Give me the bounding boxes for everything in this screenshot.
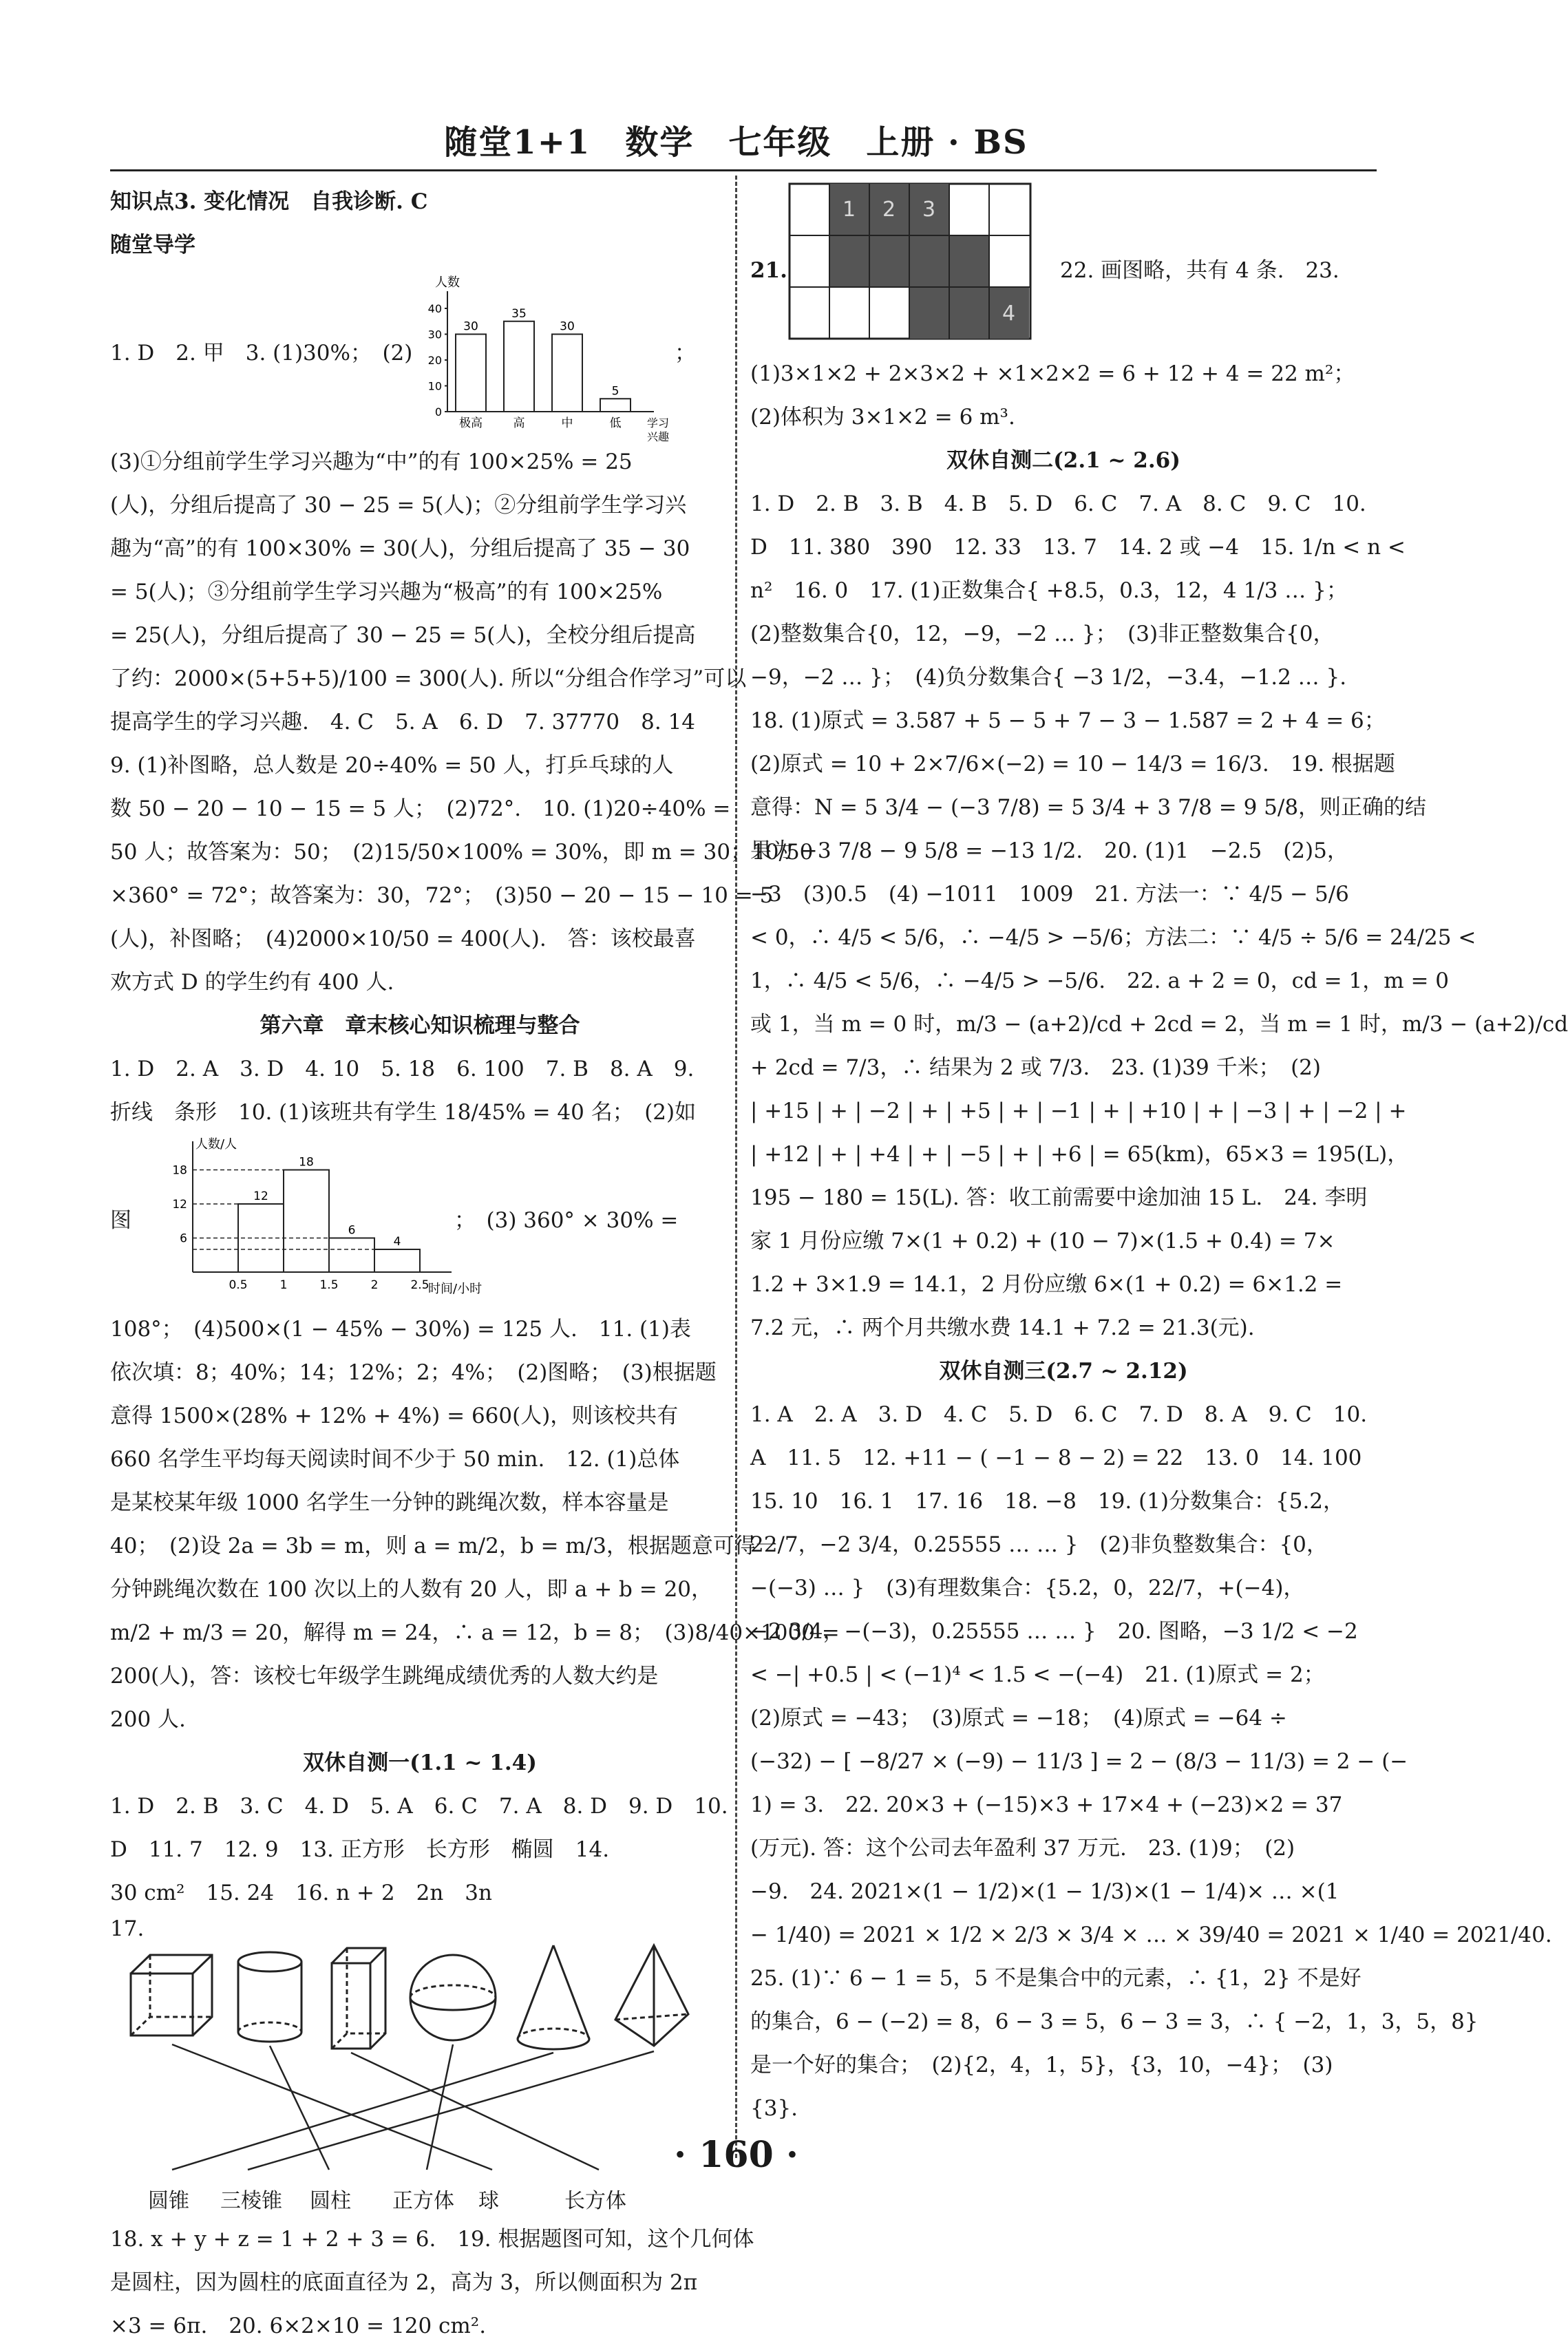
x-tick-label: 中 <box>561 416 573 430</box>
section-title: 双休自测一(1.1 ~ 1.4) <box>303 1751 537 1775</box>
solid-label: 球 <box>478 2189 499 2213</box>
x-tick-label: 0.5 <box>229 1278 248 1292</box>
answer-line: 1，∴ 4/5 < 5/6，∴ −4/5 > −5/6. 22. a + 2 = 0，cd = 1，m = 0 <box>750 969 1450 993</box>
answer-line: 图 <box>110 1208 131 1233</box>
answer-line: 22. 画图略，共有 4 条. 23. <box>1060 258 1339 283</box>
data-label: 35 <box>511 306 527 321</box>
answer-line: −2 3/4，−(−3)，0.25555 … … } 20. 图略，−3 1/2 < −2 <box>750 1619 1358 1644</box>
answer-line: 1. D 2. 甲 3. (1)30%； (2) <box>110 341 413 366</box>
answer-line: −(−3) … } (3)有理数集合：{5.2，0，22/7，+(−4)， <box>750 1576 1305 1600</box>
answer-line: (2)原式 = 10 + 2×7/6×(−2) = 10 − 14/3 = 16/3. 19. 根据题 <box>750 752 1395 776</box>
data-label: 6 <box>348 1223 356 1238</box>
answer-line: + 2cd = 7/3，∴ 结果为 2 或 7/3. 23. (1)39 千米； (2) <box>750 1055 1321 1080</box>
interest-bar-chart <box>406 267 681 441</box>
x-tick-label: 1 <box>279 1278 288 1292</box>
answer-line: 1. D 2. A 3. D 4. 10 5. 18 6. 100 7. B 8. A 9. <box>110 1057 695 1081</box>
answer-line: 15. 10 16. 1 17. 16 18. −8 19. (1)分数集合：{5.2， <box>750 1489 1345 1514</box>
answer-line: D 11. 7 12. 9 13. 正方形 长方形 椭圆 14. <box>110 1837 610 1862</box>
answer-line: 趣为“高”的有 100×30% = 30(人)，分组后提高了 35 − 30 <box>110 536 690 561</box>
y-tick-label: 6 <box>180 1231 187 1246</box>
x-tick-label: 低 <box>609 416 622 430</box>
bar <box>374 1249 420 1272</box>
answer-line: 200 人. <box>110 1707 186 1732</box>
answer-line: | +15 | + | −2 | + | +5 | + | −1 | + | +10 | + | −3 | + | −2 | + <box>750 1099 1407 1123</box>
section-title: 第六章 章末核心知识梳理与整合 <box>259 1013 580 1038</box>
answer-line: 意得：N = 5 3/4 − (−3 7/8) = 5 3/4 + 3 7/8 = 9 5/8，则正确的结 <box>750 795 1427 820</box>
question-number: 21. <box>750 258 787 283</box>
section-title: 双休自测三(2.7 ~ 2.12) <box>939 1359 1188 1384</box>
data-label: 18 <box>299 1155 314 1170</box>
answer-line: 的集合，6 − (−2) = 8，6 − 3 = 5，6 − 3 = 3，∴ { −2，1，3，5，8} <box>750 2009 1479 2034</box>
cone-shape <box>518 1945 589 2049</box>
answer-line-with-chart <box>110 1134 730 1308</box>
data-label: 5 <box>611 384 619 399</box>
cube-shape <box>131 1955 212 2035</box>
answer-line: 依次填：8；40%；14；12%；2；4%； (2)图略； (3)根据题 <box>110 1360 717 1385</box>
cell-number: 1 <box>843 198 856 222</box>
answer-line: −9，−2 … }； (4)负分数集合{ −3 1/2，−3.4，−1.2 … }. <box>750 665 1347 690</box>
bar <box>284 1170 329 1273</box>
answer-line: 欢方式 D 的学生约有 400 人. <box>110 970 394 995</box>
answer-line: ×360° = 72°；故答案为：30，72°； (3)50 − 20 − 15 − 10 = 5 <box>110 883 774 908</box>
answer-line: 200(人)，答：该校七年级学生跳绳成绩优秀的人数大约是 <box>110 1664 659 1689</box>
bar <box>600 399 631 412</box>
answer-line: 果为 −3 7/8 − 9 5/8 = −13 1/2. 20. (1)1 −2.5 (2)5， <box>750 838 1348 863</box>
solids-matching-figure <box>110 1943 730 2218</box>
time-histogram <box>151 1134 483 1308</box>
answer-line: 40； (2)设 2a = 3b = m，则 a = m/2，b = m/3，根据题意可得一 <box>110 1534 777 1558</box>
answer-line: 660 名学生平均每天阅读时间不少于 50 min. 12. (1)总体 <box>110 1447 680 1472</box>
answer-line: (人)，补图略； (4)2000×10/50 = 400(人). 答：该校最喜 <box>110 927 696 951</box>
grid-figure <box>786 180 1034 346</box>
shaded-cell <box>829 235 869 287</box>
answer-line: 折线 条形 10. (1)该班共有学生 18/45% = 40 名； (2)如 <box>110 1100 697 1125</box>
answer-line: 知识点3. 变化情况 自我诊断. C <box>110 189 428 214</box>
answer-line: = 25(人)，分组后提高了 30 − 25 = 5(人)，全校分组后提高 <box>110 623 696 648</box>
answer-line: 1. A 2. A 3. D 4. C 5. D 6. C 7. D 8. A 9. C 10. <box>750 1402 1368 1427</box>
answer-line: 17. <box>110 1916 145 1941</box>
answer-line: m/2 + m/3 = 20，解得 m = 24，∴ a = 12，b = 8； (3)8/40×1000 = <box>110 1620 840 1645</box>
pyramid-shape <box>615 1945 688 2046</box>
answer-line: 50 人；故答案为：50； (2)15/50×100% = 30%，即 m = 30；10/50 <box>110 840 814 865</box>
shaded-cell <box>909 287 949 339</box>
right-column <box>750 180 1568 2130</box>
answer-line: −9. 24. 2021×(1 − 1/2)×(1 − 1/3)×(1 − 1/4)× … ×(1 <box>750 1879 1339 1904</box>
y-tick-label: 12 <box>172 1198 187 1212</box>
shaded-cell <box>949 235 989 287</box>
solids-svg <box>110 1943 730 2218</box>
answer-line: (2)原式 = −43； (3)原式 = −18； (4)原式 = −64 ÷ <box>750 1706 1287 1731</box>
answer-line: (−32) − [ −8/27 × (−9) − 11/3 ] = 2 − (8/3 − 11/3) = 2 − (− <box>750 1749 1408 1774</box>
cylinder-shape <box>238 1952 301 2042</box>
answer-line: 1. D 2. B 3. B 4. B 5. D 6. C 7. A 8. C 9. C 10. <box>750 491 1366 516</box>
data-label: 30 <box>560 319 575 334</box>
answer-line: (万元). 答：这个公司去年盈利 37 万元. 23. (1)9； (2) <box>750 1836 1295 1861</box>
data-label: 4 <box>393 1235 401 1249</box>
answer-line: < 0，∴ 4/5 < 5/6，∴ −4/5 > −5/6；方法二：∵ 4/5 ÷ 5/6 = 24/25 < <box>750 925 1476 950</box>
bar <box>329 1238 374 1273</box>
answer-line: 提高学生的学习兴趣. 4. C 5. A 6. D 7. 37770 8. 14 <box>110 710 696 734</box>
answer-line: (1)3×1×2 + 2×3×2 + ×1×2×2 = 6 + 12 + 4 = 22 m²； <box>750 361 1355 386</box>
answer-line-with-chart <box>110 267 730 441</box>
answer-line: < −| +0.5 | < (−1)⁴ < 1.5 < −(−4) 21. (1)原式 = 2； <box>750 1662 1325 1687</box>
cell-number: 2 <box>882 198 896 222</box>
answer-line: 是某校某年级 1000 名学生一分钟的跳绳次数，样本容量是 <box>110 1490 669 1515</box>
answer-line: −3 (3)0.5 (4) −1011 1009 21. 方法一：∵ 4/5 − 5/6 <box>750 882 1349 907</box>
solid-label: 圆柱 <box>310 2189 351 2213</box>
answer-line: 1. D 2. B 3. C 4. D 5. A 6. C 7. A 8. D 9. D 10. <box>110 1794 728 1819</box>
shaded-cell <box>909 235 949 287</box>
sphere-shape <box>410 1955 496 2040</box>
section-title: 双休自测二(2.1 ~ 2.6) <box>946 448 1180 473</box>
answer-line: 30 cm² 15. 24 16. n + 2 2n 3n <box>110 1881 492 1905</box>
data-label: 30 <box>463 319 478 334</box>
header-rule <box>110 169 1377 171</box>
answer-line: ×3 = 6π. 20. 6×2×10 = 120 cm². <box>110 2314 487 2338</box>
x-tick-label: 高 <box>513 416 525 430</box>
answer-line: D 11. 380 390 12. 33 13. 7 14. 2 或 −4 15. 1/n < n < <box>750 535 1406 560</box>
cuboid-shape <box>332 1948 385 2049</box>
y-axis-label: 人数/人 <box>195 1137 237 1152</box>
solid-label: 长方体 <box>564 2189 626 2213</box>
answer-line: 1.2 + 3×1.9 = 14.1，2 月份应缴 6×(1 + 0.2) = 6×1.2 = <box>750 1272 1343 1297</box>
answer-line: = 5(人)；③分组前学生学习兴趣为“极高”的有 100×25% <box>110 580 663 604</box>
x-axis-label: 学习 <box>647 416 670 430</box>
answer-line: A 11. 5 12. +11 − ( −1 − 8 − 2) = 22 13. 0 14. 100 <box>750 1446 1362 1470</box>
answer-line: 195 − 180 = 15(L). 答：收工前需要中途加油 15 L. 24. 李明 <box>750 1185 1368 1210</box>
answer-line: 22/7，−2 3/4，0.25555 … … } (2)非负整数集合：{0， <box>750 1532 1328 1557</box>
y-axis-label: 人数 <box>435 275 460 290</box>
data-label: 12 <box>253 1189 268 1203</box>
x-axis-label: 兴趣 <box>647 430 670 443</box>
shaded-cell <box>949 287 989 339</box>
section-label: 随堂导学 <box>110 233 195 257</box>
answer-line: ； (3) 360° × 30% = <box>454 1208 679 1233</box>
solid-label: 圆锥 <box>148 2189 189 2213</box>
bar <box>552 335 582 412</box>
y-tick-label: 18 <box>172 1163 187 1178</box>
y-tick-label: 0 <box>434 405 442 419</box>
column-divider <box>735 176 737 2158</box>
cell-number: 3 <box>922 198 936 222</box>
answer-line: (2)整数集合{0，12，−9，−2 … }； (3)非正整数集合{0， <box>750 622 1335 646</box>
y-tick-label: 20 <box>427 354 442 367</box>
answer-line: 1) = 3. 22. 20×3 + (−15)×3 + 17×4 + (−23)×2 = 37 <box>750 1792 1343 1817</box>
answer-line: | +12 | + | +4 | + | −5 | + | +6 | = 65(km)，65×3 = 195(L)， <box>750 1142 1409 1167</box>
answer-line: 9. (1)补图略，总人数是 20÷40% = 50 人，打乒乓球的人 <box>110 753 674 778</box>
answer-line: 7.2 元，∴ 两个月共缴水费 14.1 + 7.2 = 21.3(元). <box>750 1315 1255 1340</box>
answer-line: ； <box>675 341 696 366</box>
answer-line: {3}. <box>750 2096 798 2121</box>
y-tick-label: 10 <box>427 379 442 393</box>
page-number: · 160 · <box>674 2134 798 2176</box>
answer-line: n² 16. 0 17. (1)正数集合{ +8.5，0.3，12，4 1/3 … }； <box>750 578 1348 603</box>
answer-line: 108°； (4)500×(1 − 45% − 30%) = 125 人. 11. (1)表 <box>110 1317 691 1342</box>
grid-figure-line <box>750 180 1377 352</box>
answer-line: (人)，分组后提高了 30 − 25 = 5(人)；②分组前学生学习兴 <box>110 493 687 518</box>
answer-line: 18. x + y + z = 1 + 2 + 3 = 6. 19. 根据题图可知，这个几何体 <box>110 2227 754 2252</box>
answer-line: 分钟跳绳次数在 100 次以上的人数有 20 人，即 a + b = 20， <box>110 1577 713 1602</box>
x-tick-label: 2 <box>370 1278 379 1292</box>
answer-line: 数 50 − 20 − 10 − 15 = 5 人； (2)72°. 10. (1)20÷40% = <box>110 796 731 821</box>
answer-line: 或 1，当 m = 0 时，m/3 − (a+2)/cd + 2cd = 2，当 m = 1 时，m/3 − (a+2)/cd <box>750 1012 1568 1037</box>
solid-label: 三棱锥 <box>220 2189 282 2213</box>
y-tick-label: 30 <box>427 328 442 341</box>
y-tick-label: 40 <box>427 302 442 315</box>
x-tick-label: 1.5 <box>319 1278 339 1292</box>
solid-labels <box>148 2189 626 2213</box>
answer-line: 18. (1)原式 = 3.587 + 5 − 5 + 7 − 3 − 1.587 = 2 + 4 = 6； <box>750 708 1386 733</box>
bar <box>456 335 486 412</box>
x-tick-label: 2.5 <box>410 1278 430 1292</box>
solid-label: 正方体 <box>392 2189 454 2213</box>
cell-number: 4 <box>1002 302 1016 326</box>
answer-line: − 1/40) = 2021 × 1/2 × 2/3 × 3/4 × … × 39/40 = 2021 × 1/40 = 2021/40. <box>750 1923 1552 1947</box>
answer-line: 是一个好的集合； (2){2，4，1，5}，{3，10，−4}； (3) <box>750 2053 1333 2077</box>
answer-line: 意得 1500×(28% + 12% + 4%) = 660(人)，则该校共有 <box>110 1404 679 1428</box>
bar <box>504 321 534 412</box>
shaded-cell <box>869 235 909 287</box>
x-axis-label: 时间/小时 <box>428 1282 483 1296</box>
x-tick-label: 极高 <box>459 416 483 430</box>
answer-line: (3)①分组前学生学习兴趣为“中”的有 100×25% = 25 <box>110 449 633 474</box>
answer-line: 是圆柱，因为圆柱的底面直径为 2，高为 3，所以侧面积为 2π <box>110 2270 698 2295</box>
page-header: 随堂1+1 数学 七年级 上册 · BS <box>444 123 1028 162</box>
answer-line: 25. (1)∵ 6 − 1 = 5，5 不是集合中的元素，∴ {1，2} 不是好 <box>750 1966 1362 1991</box>
answer-line: 家 1 月份应缴 7×(1 + 0.2) + (10 − 7)×(1.5 + 0.4) = 7× <box>750 1229 1335 1254</box>
answer-line: 了约：2000×(5+5+5)/100 = 300(人). 所以“分组合作学习”可以 <box>110 666 747 691</box>
answer-line: (2)体积为 3×1×2 = 6 m³. <box>750 405 1015 430</box>
